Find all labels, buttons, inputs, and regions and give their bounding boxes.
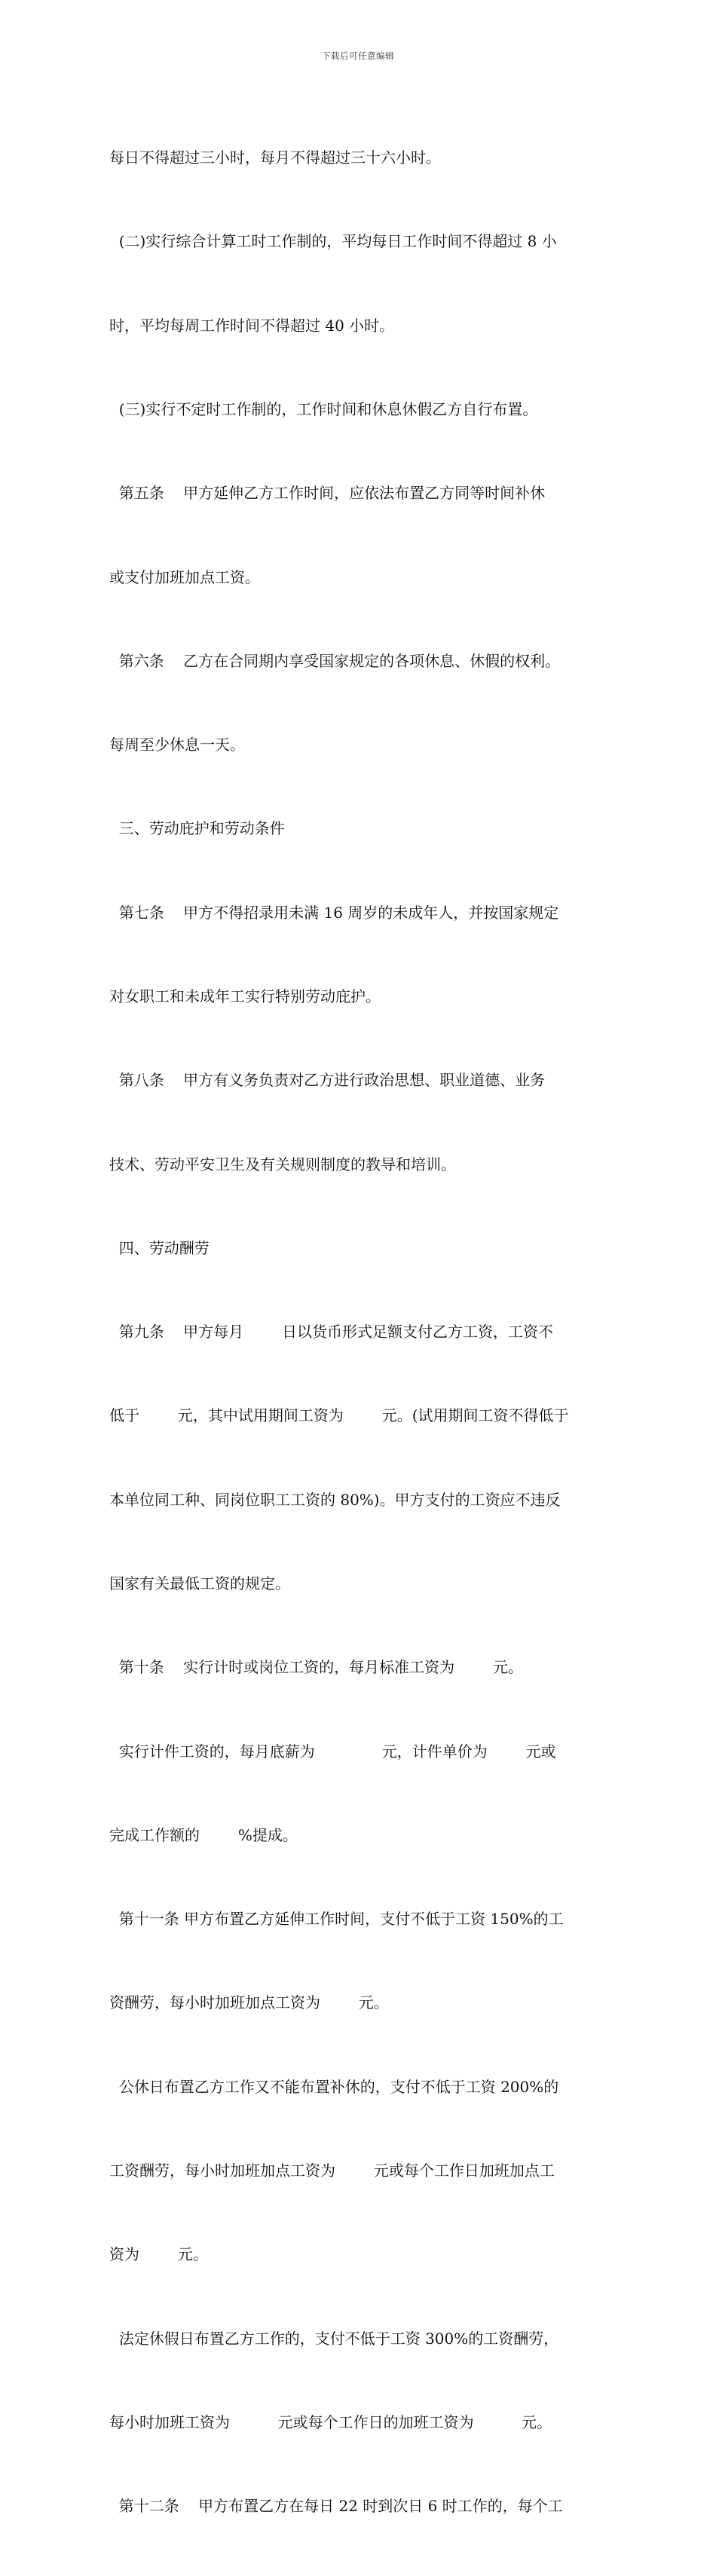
text-line: 第九条 甲方每月 日以货币形式足额支付乙方工资，工资不 [109,1323,554,1342]
document-body [109,88,618,2576]
text-line: 对女职工和未成年工实行特别劳动庇护。 [109,987,381,1005]
text-line: 低于 元，其中试用期间工资为 元。(试用期间工资不得低于 [109,1406,569,1425]
text-line: 本单位同工种、同岗位职工工资的 80%)。甲方支付的工资应不违反 [109,1490,561,1509]
text-line: 公休日布置乙方工作又不能布置补休的，支付不低于工资 200%的 [109,2077,559,2096]
text-line: 完成工作额的 %提成。 [109,1825,298,1844]
text-line: (三)实行不定时工作制的，工作时间和休息休假乙方自行布置。 [109,400,538,419]
text-line: 每周至少休息一天。 [109,736,245,754]
text-line: 工资酬劳，每小时加班加点工资为 元或每个工作日加班加点工 [109,2161,555,2180]
text-line: 时，平均每周工作时间不得超过 40 小时。 [109,316,395,335]
text-line: 第八条 甲方有义务负责对乙方进行政治思想、职业道德、业务 [109,1071,546,1090]
text-line: 或支付加班加点工资。 [109,568,260,586]
text-line: 资酬劳，每小时加班加点工资为 元。 [109,1993,389,2012]
text-line: 第十二条 甲方布置乙方在每日 22 时到次日 6 时工作的，每个工 [109,2497,563,2516]
text-line: 实行计件工资的，每月底薪为 元，计件单价为 元或 [109,1742,556,1761]
section-heading: 四、劳动酬劳 [109,1238,210,1257]
text-line: 技术、劳动平安卫生及有关规则制度的教导和培训。 [109,1155,456,1173]
text-line: 法定休假日布置乙方工作的，支付不低于工资 300%的工资酬劳， [109,2329,559,2348]
text-line: 第十一条 甲方布置乙方延伸工作时间，支付不低于工资 150%的工 [109,1910,564,1929]
text-line: 每日不得超过三小时，每月不得超过三十六小时。 [109,148,441,167]
section-heading: 三、劳动庇护和劳动条件 [109,819,285,838]
page-header: 下载后可任意编辑 [322,50,394,61]
text-line: 每小时加班工资为 元或每个工作日的加班工资为 元。 [109,2412,552,2431]
text-line: 第五条 甲方延伸乙方工作时间，应依法布置乙方同等时间补休 [109,484,546,503]
text-line: (二)实行综合计算工时工作制的，平均每日工作时间不得超过 8 小 [109,232,557,251]
text-line: 国家有关最低工资的规定。 [109,1574,290,1592]
text-line: 第六条 乙方在合同期内享受国家规定的各项休息、休假的权利。 [109,651,561,670]
text-line: 资为 元。 [109,2245,208,2264]
text-line: 第七条 甲方不得招录用未满 16 周岁的未成年人，并按国家规定 [109,903,559,922]
text-line: 第十条 实行计时或岗位工资的，每月标准工资为 元。 [109,1658,524,1677]
